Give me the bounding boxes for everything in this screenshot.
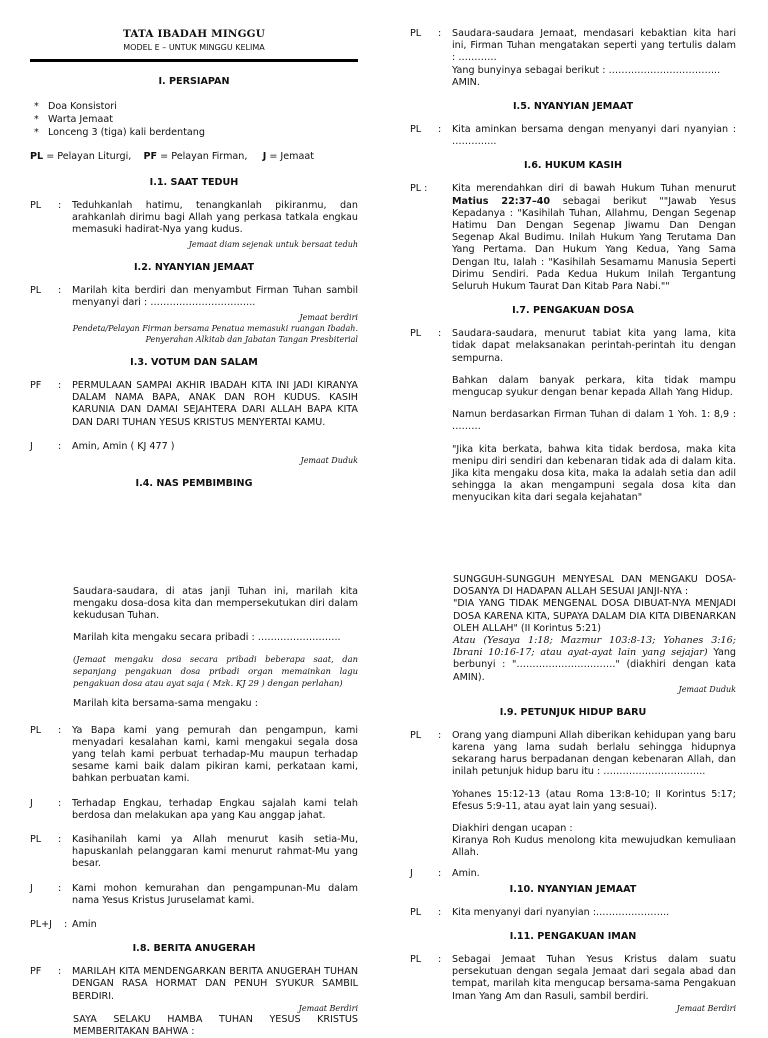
paragraph: Orang yang diampuni Allah diberikan kehidupan yang baru karena yang lama sudah berlalu sehingga hidupnya sekarang harus berpadanan dengan kebenaran Allah, dan inilah petunjuk hidup baru itu : ………………………….. (452, 729, 736, 778)
liturgy-line: J : Kami mohon kemurahan dan pengampunan-Mu dalam nama Yesus Kristus Juruselamat kami. (30, 882, 358, 906)
section-title: I.10. NYANYIAN JEMAAT (509, 883, 637, 895)
liturgy-line: PL : Kita merendahkan diri di bawah Hukum Tuhan menurut Matius 22:37–40 sebagai berikut ""Jawab Yesus Kepadanya : "Kasihilah Tuhan, Allahmu, Dengan Segenap Hatimu Dan Dengan Segenap Jiwamu Dan Dengan Segenap Akal Budimu. Inilah Hukum Yang Terutama Dan Yang Pertama. Dan Hukum Yang Kedua, Yang Sama Dengan Itu, Ialah : "Kasihilah Sesamamu Manusia Seperti Dirimu Sendiri. Pada Kedua Hukum Inilah Tergantung Seluruh Hukum Taurat Dan Kitab Para Nabi."" (410, 183, 736, 293)
bullet-icon: * (34, 127, 39, 138)
liturgy-line: PL : Sebagai Jemaat Tuhan Yesus Kristus dalam suatu persekutuan dengan segala Jemaat dari segala abad dan tempat, marilah kita mengucap bersama-sama Pengakuan Iman Yang Am dan Rasuli, sambil berdiri. (410, 954, 736, 1002)
paragraph: "Jika kita berkata, bahwa kita tidak berdosa, maka kita menipu diri sendiri dan kebenaran tidak ada di dalam kita. Jika kita mengaku dosa kita, maka Ia adalah setia dan adil sehingga Ia akan mengampuni segala dosa kita dan menyucikan kita dari segala kejahatan" (452, 443, 736, 504)
paragraph: Yohanes 15:12-13 (atau Roma 13:8-10; II Korintus 5:17; Efesus 5:9-11, atau ayat lain yang sesuai). (452, 788, 736, 812)
bullet-icon: * (34, 114, 39, 125)
document-title: TATA IBADAH MINGGU (123, 28, 265, 40)
rubric-note: Jemaat Berdiri (298, 1003, 358, 1013)
paragraph: Saudara-saudara, menurut tabiat kita yang lama, kita tidak dapat melaksanakan perintah-perintah itu dengan sempurna. (452, 328, 736, 364)
liturgy-line: PL : Kita aminkan bersama dengan menyanyi dari nyanyian : ………….. (410, 124, 736, 148)
left-column-lower (30, 586, 358, 1038)
paragraph: Bahkan dalam banyak perkara, kita tidak mampu mengucap syukur dengan benar kepada Allah Yang Hidup. (452, 374, 736, 399)
paragraph: Namun berdasarkan Firman Tuhan di dalam 1 Yoh. 1: 8,9 : ……… (452, 409, 736, 433)
liturgy-line: PL : Ya Bapa kami yang pemurah dan pengampun, kami menyadari kesalahan kami, kami mengakui segala dosa yang telah kami perbuat terhadap-Mu maupun terhadap sesame kami baik dalam pikiran kami, perkataan kami, bahkan perbuatan kami. (30, 724, 358, 785)
section-title: I.11. PENGAKUAN IMAN (509, 931, 637, 943)
rubric-paragraph: (Jemaat mengaku dosa secara pribadi beberapa saat, dan sepanjang pengakuan dosa pribadi organ memainkan lagu pengakuan dosa atau ayat saja ( Mzk. KJ 29 ) dengan perlahan) (73, 653, 358, 689)
liturgy-line: PL : Marilah kita berdiri dan menyambut Firman Tuhan sambil menyanyi dari : ……………………….….. (30, 284, 358, 308)
rubric-note: Pendeta/Pelayan Firman bersama Penatua memasuki ruangan Ibadah. (72, 324, 358, 334)
rubric-note: Jemaat Duduk (300, 456, 358, 466)
liturgy-line: PF : PERMULAAN SAMPAI AKHIR IBADAH KITA INI JADI KIRANYA DALAM NAMA BAPA, ANAK DAN ROH KUDUS. KASIH KARUNIA DAN DAMAI SEJAHTERA DARI ALLAH BAPA KITA DAN DARI TUHAN YESUS KRISTUS MENYERTAI KAMU. (30, 380, 358, 428)
left-column (30, 28, 358, 501)
liturgy-line: PL : Kasihanilah kami ya Allah menurut kasih setia-Mu, hapuskanlah pelanggaran kami menurut rahmat-Mu yang besar. (30, 834, 358, 870)
title-divider (30, 59, 358, 62)
paragraph: SUNGGUH-SUNGGUH MENYESAL DAN MENGAKU DOSA-DOSANYA DI HADAPAN ALLAH SESUAI JANJI-NYA : (453, 574, 736, 598)
liturgy-line: J : Amin. (410, 867, 480, 879)
paragraph: "DIA YANG TIDAK MENGENAL DOSA DIBUAT-NYA MENJADI DOSA KARENA KITA, SUPAYA DALAM DIA KITA DIBENARKAN OLEH ALLAH" (II Korintus 5:21) (453, 598, 736, 634)
rubric-note: Penyerahan Alkitab dan Jabatan Tangan Presbiterial (145, 335, 358, 345)
liturgy-line: PL+J : Amin (30, 919, 97, 931)
section-title: I. PERSIAPAN (158, 76, 230, 87)
paragraph: Diakhiri dengan ucapan : (452, 823, 573, 835)
liturgy-line: PL : Teduhkanlah hatimu, tenangkanlah pikiranmu, dan arahkanlah dirimu bagi Allah yang perkasa tatkala engkau memasuki hadirat-Nya yang kudus. (30, 200, 358, 236)
section-title: I.9. PETUNJUK HIDUP BARU (499, 706, 647, 718)
section-title: I.6. HUKUM KASIH (523, 160, 622, 172)
rubric-note: Jemaat Berdiri (676, 1003, 736, 1013)
paragraph: Marilah kita bersama-sama mengaku : (73, 698, 258, 710)
list-item: * Warta Jemaat (34, 114, 113, 125)
document-subtitle: MODEL E – UNTUK MINGGU KELIMA (123, 43, 265, 52)
liturgy-line: J : Terhadap Engkau, terhadap Engkau sajalah kami telah berdosa dan melakukan apa yang Kau anggap jahat. (30, 797, 358, 821)
section-title: I.4. NAS PEMBIMBING (135, 478, 253, 490)
section-title: I.2. NYANYIAN JEMAAT (133, 261, 254, 273)
role-legend: PL = Pelayan Liturgi, PF = Pelayan Firman, J = Jemaat (30, 151, 315, 162)
liturgy-line: PL : Orang yang diampuni Allah diberikan kehidupan yang baru karena yang lama sudah berlalu sehingga hidupnya sekarang harus berpadanan dengan kebenaran Allah, dan inilah petunjuk hidup baru itu : ………………………….. Yohanes 15:12-13 (atau Roma 13:8-10; II Korintus 5:17; Efesus 5:9-11, atau ayat lain yang sesuai). Diakhiri dengan ucapan : Kiranya Roh Kudus menolong kita mewujudkan kemuliaan Allah. (410, 729, 736, 859)
list-item: * Doa Konsistori (34, 101, 117, 112)
list-item: * Lonceng 3 (tiga) kali berdentang (34, 127, 205, 138)
section-title: I.7. PENGAKUAN DOSA (512, 305, 634, 317)
section-title: I.5. NYANYIAN JEMAAT (512, 101, 633, 113)
liturgy-line: PL : Kita menyanyi dari nyanyian :………………….. (410, 906, 670, 918)
right-column (410, 28, 736, 513)
section-title: I.1. SAAT TEDUH (149, 177, 239, 188)
paragraph: Kiranya Roh Kudus menolong kita mewujudkan kemuliaan Allah. (452, 835, 736, 859)
rubric-note: Jemaat berdiri (299, 313, 358, 323)
paragraph: SAYA SELAKU HAMBA TUHAN YESUS KRISTUS MEMBERITAKAN BAHWA : (73, 1013, 358, 1038)
rubric-note: Jemaat Duduk (678, 684, 736, 694)
rubric-note: Jemaat diam sejenak untuk bersaat teduh (188, 239, 358, 249)
bullet-icon: * (34, 101, 39, 112)
liturgy-line: PF : MARILAH KITA MENDENGARKAN BERITA ANUGERAH TUHAN DENGAN RASA HORMAT DAN PENUH SYUKUR SAMBIL BERDIRI. (30, 966, 358, 1002)
liturgy-line: PL : Saudara-saudara Jemaat, mendasari kebaktian kita hari ini, Firman Tuhan mengatakan seperti yang tertulis dalam : ………… Yang bunyinya sebagai berikut : …………………………….. AMIN. (410, 28, 736, 88)
paragraph: Atau (Yesaya 1:18; Mazmur 103:8-13; Yohanes 3:16; Ibrani 10:16-17; atau ayat-ayat lain yang sejajar) Yang berbunyi : "…………………………." (diakhiri dengan kata AMIN). (453, 635, 737, 683)
paragraph: Marilah kita mengaku secara pribadi : …………………….. (73, 631, 341, 643)
right-column-lower (410, 574, 736, 1014)
paragraph: Saudara-saudara, di atas janji Tuhan ini, marilah kita mengaku dosa-dosa kita dan mempersekutukan diri dalam kekudusan Tuhan. (73, 586, 358, 622)
section-title: I.8. BERITA ANUGERAH (132, 943, 256, 955)
liturgy-line: J : Amin, Amin ( KJ 477 ) (30, 440, 175, 452)
section-title: I.3. VOTUM DAN SALAM (130, 357, 258, 369)
liturgy-line: PL : Saudara-saudara, menurut tabiat kita yang lama, kita tidak dapat melaksanakan perintah-perintah itu dengan sempurna. Bahkan dalam banyak perkara, kita tidak mampu mengucap syukur dengan benar kepada Allah Yang Hidup. Namun berdasarkan Firman Tuhan di dalam 1 Yoh. 1: 8,9 : ……… "Jika kita berkata, bahwa kita tidak berdosa, maka kita menipu diri sendiri dan kebenaran tidak ada di dalam kita. Jika kita mengaku dosa kita, maka Ia adalah setia dan adil sehingga Ia akan mengampuni segala dosa kita dan menyucikan kita dari segala kejahatan" (410, 328, 736, 504)
